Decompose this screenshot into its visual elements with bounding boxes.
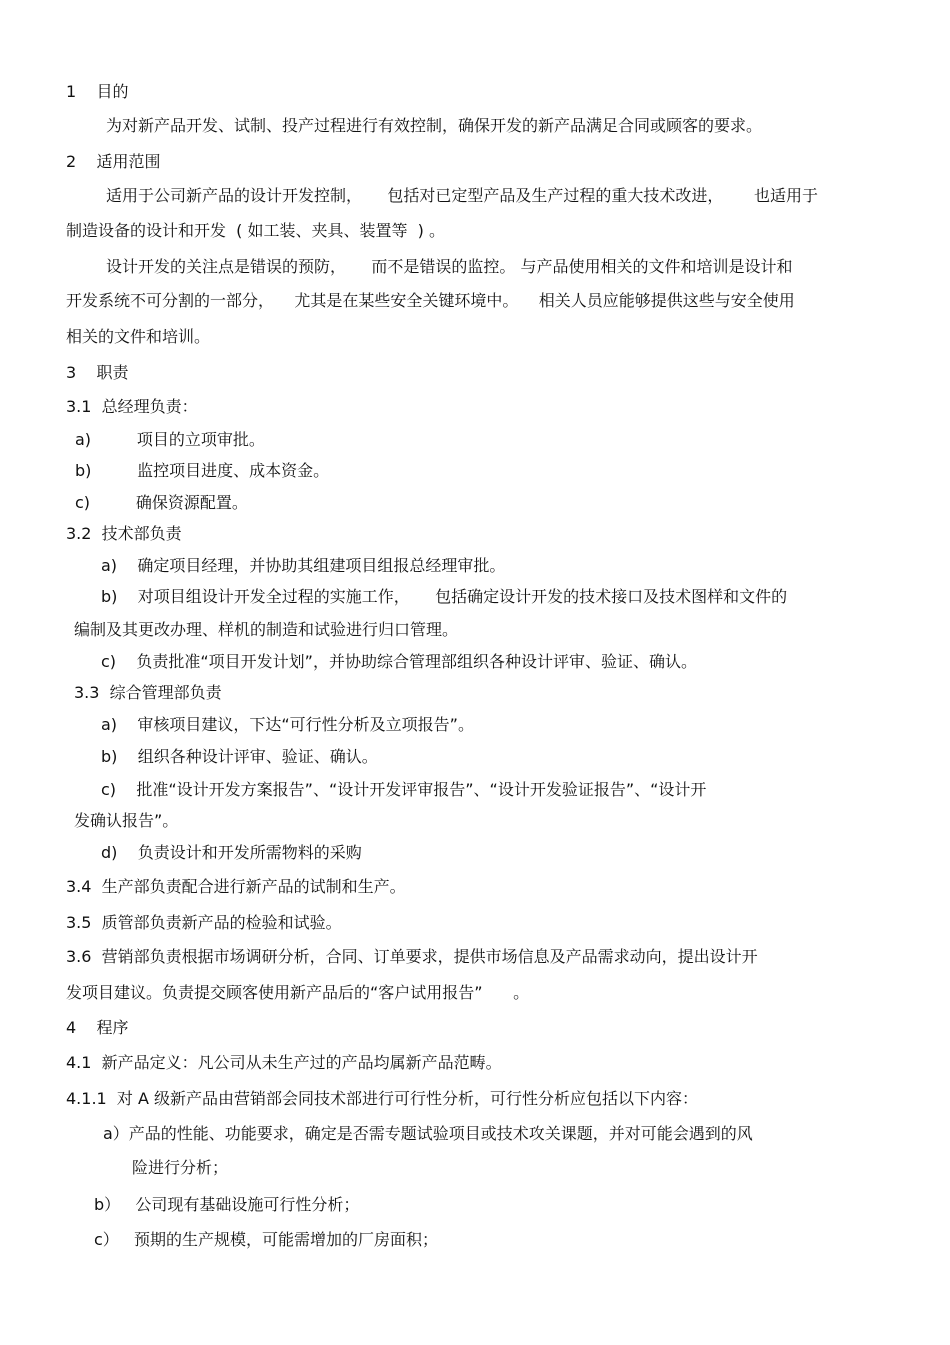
section-3-1-item-a: a) 项目的立项审批。 <box>75 430 265 449</box>
section-3-2-item-b-cont: 编制及其更改办理、样机的制造和试验进行归口管理。 <box>74 620 459 639</box>
section-3-2-heading: 3.2 技术部负责 <box>66 524 182 543</box>
section-3-heading: 3 职责 <box>66 363 129 382</box>
section-3-3-item-a: a) 审核项目建议，下达“可行性分析及立项报告”。 <box>101 715 474 734</box>
section-4-1-1-item-a-cont: 险进行分析； <box>132 1158 229 1177</box>
section-2-heading: 2 适用范围 <box>66 152 161 171</box>
section-1-heading: 1 目的 <box>66 82 129 101</box>
section-4-1-1: 4.1.1 对 A 级新产品由营销部会同技术部进行可行性分析，可行性分析应包括以下内容： <box>66 1089 699 1108</box>
section-1-body: 为对新产品开发、试制、投产过程进行有效控制，确保开发的新产品满足合同或顾客的要求。 <box>106 116 763 135</box>
section-3-1-item-c: c) 确保资源配置。 <box>75 493 248 512</box>
section-2-para1-line1: 适用于公司新产品的设计开发控制， 包括对已定型产品及生产过程的重大技术改进， 也适用于 <box>106 186 818 205</box>
section-3-5: 3.5 质管部负责新产品的检验和试验。 <box>66 913 342 932</box>
section-3-1-heading: 3.1 总经理负责： <box>66 397 198 416</box>
section-3-2-item-a: a) 确定项目经理，并协助其组建项目组报总经理审批。 <box>101 556 506 575</box>
section-2-para2-line3: 相关的文件和培训。 <box>66 327 211 346</box>
section-4-heading: 4 程序 <box>66 1018 129 1037</box>
section-3-6-line2: 发项目建议。负责提交顾客使用新产品后的“客户试用报告” 。 <box>66 983 530 1002</box>
section-2-para1-line2: 制造设备的设计和开发 ( 如工装、夹具、装置等 ) 。 <box>66 221 446 240</box>
section-3-4: 3.4 生产部负责配合进行新产品的试制和生产。 <box>66 877 406 896</box>
section-2-para2-line2: 开发系统不可分割的一部分， 尤其是在某些安全关键环境中。 相关人员应能够提供这些与安全使用 <box>66 291 795 310</box>
section-3-3-heading: 3.3 综合管理部负责 <box>74 683 222 702</box>
section-4-1: 4.1 新产品定义：凡公司从未生产过的产品均属新产品范畴。 <box>66 1053 502 1072</box>
section-3-3-item-b: b) 组织各种设计评审、验证、确认。 <box>101 747 378 766</box>
section-4-1-1-item-c: c） 预期的生产规模，可能需增加的厂房面积； <box>94 1230 439 1249</box>
section-3-3-item-c: c) 批准“设计开发方案报告”、“设计开发评审报告”、“设计开发验证报告”、“设计开 <box>101 780 707 799</box>
section-3-3-item-d: d) 负责设计和开发所需物料的采购 <box>101 843 362 862</box>
section-4-1-1-item-b: b） 公司现有基础设施可行性分析； <box>94 1195 360 1214</box>
section-2-para2-line1: 设计开发的关注点是错误的预防， 而不是错误的监控。 与产品使用相关的文件和培训是设计和 <box>106 257 793 276</box>
section-3-2-item-c: c) 负责批准“项目开发计划”，并协助综合管理部组织各种设计评审、验证、确认。 <box>101 652 697 671</box>
section-3-2-item-b: b) 对项目组设计开发全过程的实施工作， 包括确定设计开发的技术接口及技术图样和文件的 <box>101 587 788 606</box>
section-4-1-1-item-a: a）产品的性能、功能要求，确定是否需专题试验项目或技术攻关课题，并对可能会遇到的风 <box>103 1124 753 1143</box>
section-3-1-item-b: b) 监控项目进度、成本资金。 <box>75 461 330 480</box>
section-3-3-item-c-cont: 发确认报告”。 <box>74 811 179 830</box>
section-3-6-line1: 3.6 营销部负责根据市场调研分析，合同、订单要求，提供市场信息及产品需求动向，提出设计开 <box>66 947 758 966</box>
